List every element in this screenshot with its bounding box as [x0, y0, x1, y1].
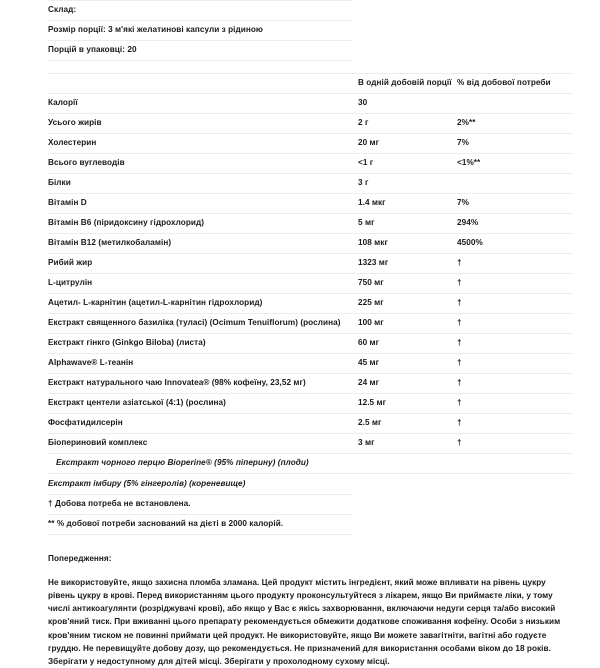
nutrient-amount: 225 мг: [358, 294, 457, 314]
nutrient-amount: 1.4 мкг: [358, 194, 457, 214]
nutrient-name: Екстракт натурального чаю Innovatea® (98% кофеїну, 23,52 мг): [48, 374, 358, 394]
footnotes-body: [48, 474, 353, 534]
nutrient-amount: 3 мг: [358, 434, 457, 454]
warnings-body-text: Не використовуйте, якщо захисна пломба зламана. Цей продукт містить інгредієнт, який може впливати на рівень цукру рівень цукру в крові. Перед використанням цього продукту проконсультуйтеся з лікарем, якщо Ви приймаєте ліки, у тому числі антикоагулянти (розріджувачі крові), або якщо у Вас є якісь захворювання, включаючи недуги серця та/або високий кров'яний тиск. При вживанні цього препарату рекомендується обмежити додаткове споживання кофеїну. Особи з низьким кров'яним тиском не повинні приймати цей продукт. Не використовуйте, якщо Ви можете завагітніти, вагітні або годуєте груддю. Не перевищуйте добову дозу, що рекомендується. Не призначений для використання особами віком до 18 років. Зберігати у недоступному для дітей місці. Зберігати у прохолодному сухому місці.: [48, 576, 575, 668]
nutrient-daily-value: 2%**: [457, 114, 573, 134]
nutrient-name: Вітамін B12 (метилкобаламін): [48, 234, 358, 254]
serving-info-table: [48, 0, 353, 61]
warnings-heading: Попередження:: [48, 554, 575, 563]
nutrient-daily-value: [457, 94, 573, 114]
table-row: [48, 114, 573, 134]
table-row: [48, 474, 353, 494]
table-row: [48, 354, 573, 374]
footnote-double-asterisk: ** % добової потреби заснований на дієті в 2000 калорій.: [48, 514, 353, 534]
nutrient-daily-value: 7%: [457, 134, 573, 154]
section-spacer: [48, 61, 573, 73]
nutrient-amount: 45 мг: [358, 354, 457, 374]
table-row: [48, 414, 573, 434]
nutrient-amount: 60 мг: [358, 334, 457, 354]
nutrient-amount: 2.5 мг: [358, 414, 457, 434]
nutrient-daily-value: †: [457, 274, 573, 294]
table-row: [48, 314, 573, 334]
nutrient-name: Усього жирів: [48, 114, 358, 134]
table-row: [48, 41, 353, 61]
nutrient-daily-value: <1%**: [457, 154, 573, 174]
serving-info-body: [48, 1, 353, 61]
nutrient-name: Alphawave® L-теанін: [48, 354, 358, 374]
nutrient-name: Фосфатидилсерін: [48, 414, 358, 434]
table-row: [48, 334, 573, 354]
nutrient-daily-value: †: [457, 354, 573, 374]
table-row: [48, 154, 573, 174]
table-row: [48, 174, 573, 194]
servings-per-container-row: Порцій в упаковці: 20: [48, 41, 353, 61]
nutrient-amount: <1 г: [358, 154, 457, 174]
nutrient-daily-value: 4500%: [457, 234, 573, 254]
table-row: [48, 194, 573, 214]
nutrient-amount: 5 мг: [358, 214, 457, 234]
nutrient-amount: 12.5 мг: [358, 394, 457, 414]
nutrient-name: Рибий жир: [48, 254, 358, 274]
ingredients-heading: Склад:: [48, 1, 353, 21]
nutrient-daily-value: [457, 174, 573, 194]
sub-ingredient-ginger: Екстракт імбиру (5% гінгеролів) (кореневище): [48, 474, 353, 494]
table-row: [48, 234, 573, 254]
nutrient-daily-value: †: [457, 314, 573, 334]
table-row-sub-ingredient: [48, 454, 573, 474]
nutrient-amount: 750 мг: [358, 274, 457, 294]
nutrient-daily-value: †: [457, 374, 573, 394]
nutrient-name: Ацетил- L-карнітин (ацетил-L-карнітин гідрохлорид): [48, 294, 358, 314]
table-row: [48, 374, 573, 394]
nutrient-name: Вітамін B6 (піридоксину гідрохлорид): [48, 214, 358, 234]
nutrient-amount: 2 г: [358, 114, 457, 134]
nutrient-daily-value: †: [457, 334, 573, 354]
nutrient-daily-value: †: [457, 294, 573, 314]
table-row: [48, 294, 573, 314]
nutrient-amount: 100 мг: [358, 314, 457, 334]
nutrient-name: Калорії: [48, 94, 358, 114]
nutrient-daily-value: †: [457, 434, 573, 454]
nutrient-name: Вітамін D: [48, 194, 358, 214]
supplement-facts-table: [48, 73, 573, 474]
table-row: [48, 21, 353, 41]
table-row: [48, 94, 573, 114]
table-header-row: [48, 74, 573, 94]
nutrient-amount: 1323 мг: [358, 254, 457, 274]
sub-ingredient-name: Екстракт чорного перцю Bioperine® (95% піперину) (плоди): [48, 454, 573, 474]
nutrient-daily-value: 7%: [457, 194, 573, 214]
table-row: [48, 434, 573, 454]
facts-table-header: [48, 74, 573, 94]
footnotes-table: [48, 474, 353, 535]
column-header-amount-per-serving: В одній добовій порції: [358, 74, 457, 94]
nutrient-name: L-цитрулін: [48, 274, 358, 294]
facts-table-body: [48, 94, 573, 474]
nutrient-name: Екстракт центели азіатської (4:1) (рослина): [48, 394, 358, 414]
table-row: [48, 134, 573, 154]
warnings-section: [48, 554, 575, 668]
nutrient-amount: 20 мг: [358, 134, 457, 154]
table-row: [48, 274, 573, 294]
table-row: [48, 1, 353, 21]
nutrient-name: Білки: [48, 174, 358, 194]
table-row: [48, 254, 573, 274]
nutrient-name: Біопериновий комплекс: [48, 434, 358, 454]
nutrient-amount: 3 г: [358, 174, 457, 194]
nutrient-name: Екстракт священного базиліка (туласі) (Ocimum Tenuiflorum) (рослина): [48, 314, 358, 334]
nutrient-daily-value: †: [457, 414, 573, 434]
table-row: [48, 394, 573, 414]
serving-size-row: Розмір порції: 3 м'які желатинові капсули з рідиною: [48, 21, 353, 41]
nutrient-amount: 30: [358, 94, 457, 114]
nutrient-daily-value: †: [457, 394, 573, 414]
nutrient-amount: 24 мг: [358, 374, 457, 394]
nutrient-name: Екстракт гінкго (Ginkgo Biloba) (листа): [48, 334, 358, 354]
nutrient-amount: 108 мкг: [358, 234, 457, 254]
nutrient-daily-value: 294%: [457, 214, 573, 234]
table-row: [48, 514, 353, 534]
column-header-nutrient: [48, 74, 358, 94]
nutrient-daily-value: †: [457, 254, 573, 274]
nutrient-name: Холестерин: [48, 134, 358, 154]
table-row: [48, 494, 353, 514]
column-header-daily-value: % від добової потреби: [457, 74, 573, 94]
nutrient-name: Всього вуглеводів: [48, 154, 358, 174]
table-row: [48, 214, 573, 234]
footnote-dagger: † Добова потреба не встановлена.: [48, 494, 353, 514]
